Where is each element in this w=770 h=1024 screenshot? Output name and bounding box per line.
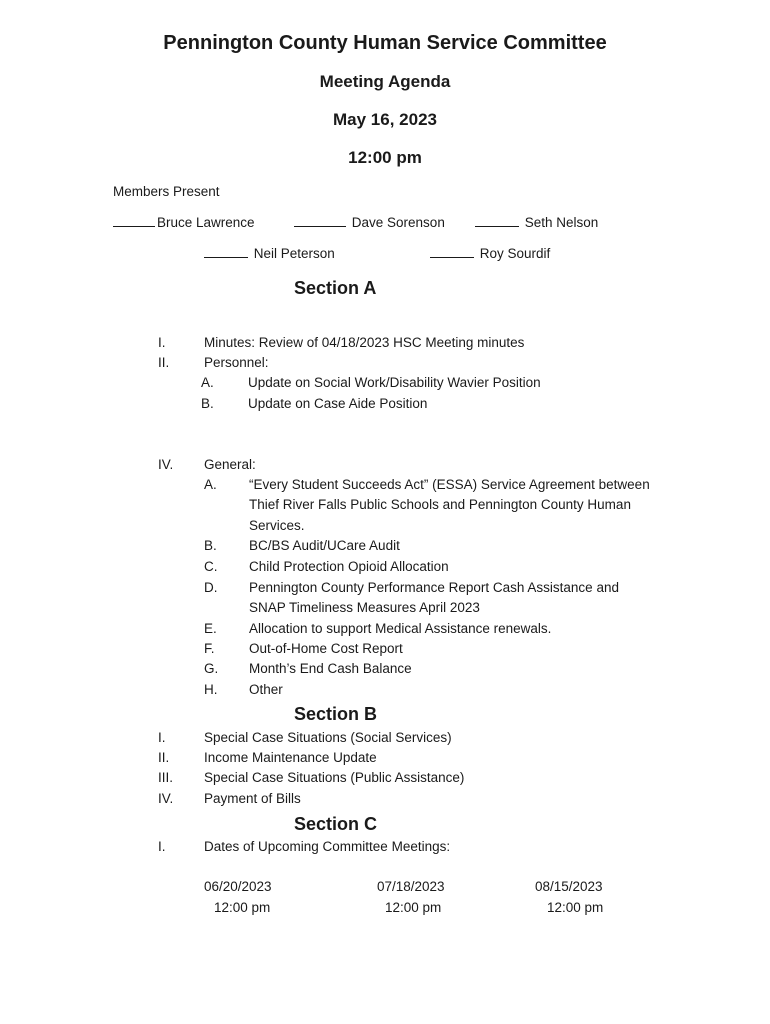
subitem-letter: A. bbox=[204, 477, 217, 492]
member-name: Neil Peterson bbox=[253, 246, 335, 261]
subitem-text: Month’s End Cash Balance bbox=[249, 661, 412, 676]
item-number: I. bbox=[158, 839, 166, 854]
subitem-letter: H. bbox=[204, 682, 218, 697]
section-c-heading: Section C bbox=[294, 814, 378, 834]
subitem-letter: C. bbox=[204, 559, 218, 574]
meeting-date-entry: 07/18/2023 bbox=[377, 879, 445, 894]
meeting-time: 12:00 pm bbox=[348, 148, 422, 167]
members-present-label: Members Present bbox=[113, 184, 220, 199]
subitem-text: Pennington County Performance Report Cash Assistance and bbox=[249, 580, 619, 595]
subitem-letter: G. bbox=[204, 661, 219, 676]
meeting-time-entry: 12:00 pm bbox=[385, 900, 442, 915]
item-text: Minutes: Review of 04/18/2023 HSC Meeting minutes bbox=[204, 335, 525, 350]
meeting-date-entry: 06/20/2023 bbox=[204, 879, 272, 894]
item-number: III. bbox=[158, 770, 174, 785]
item-text: Special Case Situations (Public Assistance) bbox=[204, 770, 465, 785]
subitem-text: BC/BS Audit/UCare Audit bbox=[249, 538, 400, 553]
section-b-heading: Section B bbox=[294, 704, 378, 724]
member-name: Seth Nelson bbox=[524, 215, 599, 230]
item-number: IV. bbox=[158, 791, 174, 806]
item-number: I. bbox=[158, 335, 166, 350]
item-number: II. bbox=[158, 355, 170, 370]
member-entry bbox=[294, 214, 445, 230]
member-entry bbox=[430, 245, 550, 261]
item-text: Income Maintenance Update bbox=[204, 750, 377, 765]
section-a-heading: Section A bbox=[294, 278, 377, 298]
subitem-text: “Every Student Succeeds Act” (ESSA) Service Agreement between bbox=[249, 477, 650, 492]
subitem-text: SNAP Timeliness Measures April 2023 bbox=[249, 600, 480, 615]
subitem-text: Thief River Falls Public Schools and Pennington County Human bbox=[249, 497, 631, 512]
subitem-letter: A. bbox=[201, 375, 214, 390]
item-text: Special Case Situations (Social Services) bbox=[204, 730, 452, 745]
member-entry bbox=[113, 214, 255, 230]
subitem-text: Update on Social Work/Disability Wavier Position bbox=[248, 375, 541, 390]
subitem-text: Other bbox=[249, 682, 283, 697]
subitem-text: Child Protection Opioid Allocation bbox=[249, 559, 449, 574]
member-name: Dave Sorenson bbox=[351, 215, 445, 230]
subitem-text: Services. bbox=[249, 518, 305, 533]
member-name: Roy Sourdif bbox=[479, 246, 551, 261]
item-text: Dates of Upcoming Committee Meetings: bbox=[204, 839, 451, 854]
meeting-time-entry: 12:00 pm bbox=[547, 900, 604, 915]
document-subtitle: Meeting Agenda bbox=[319, 72, 451, 91]
item-number: I. bbox=[158, 730, 166, 745]
document-title: Pennington County Human Service Committee bbox=[163, 32, 607, 54]
subitem-text: Out-of-Home Cost Report bbox=[249, 641, 403, 656]
subitem-letter: D. bbox=[204, 580, 218, 595]
member-name: Bruce Lawrence bbox=[157, 215, 255, 230]
subitem-text: Update on Case Aide Position bbox=[248, 396, 428, 411]
subitem-text: Allocation to support Medical Assistance renewals. bbox=[249, 621, 552, 636]
item-number: IV. bbox=[158, 457, 174, 472]
meeting-date: May 16, 2023 bbox=[333, 110, 437, 129]
item-text: Payment of Bills bbox=[204, 791, 301, 806]
subitem-letter: B. bbox=[201, 396, 214, 411]
member-entry bbox=[204, 245, 335, 261]
subitem-letter: E. bbox=[204, 621, 217, 636]
member-entry bbox=[475, 214, 598, 230]
meeting-date-entry: 08/15/2023 bbox=[535, 879, 603, 894]
subitem-letter: B. bbox=[204, 538, 217, 553]
item-number: II. bbox=[158, 750, 170, 765]
item-text: General: bbox=[204, 457, 256, 472]
item-text: Personnel: bbox=[204, 355, 269, 370]
subitem-letter: F. bbox=[204, 641, 215, 656]
meeting-time-entry: 12:00 pm bbox=[214, 900, 271, 915]
